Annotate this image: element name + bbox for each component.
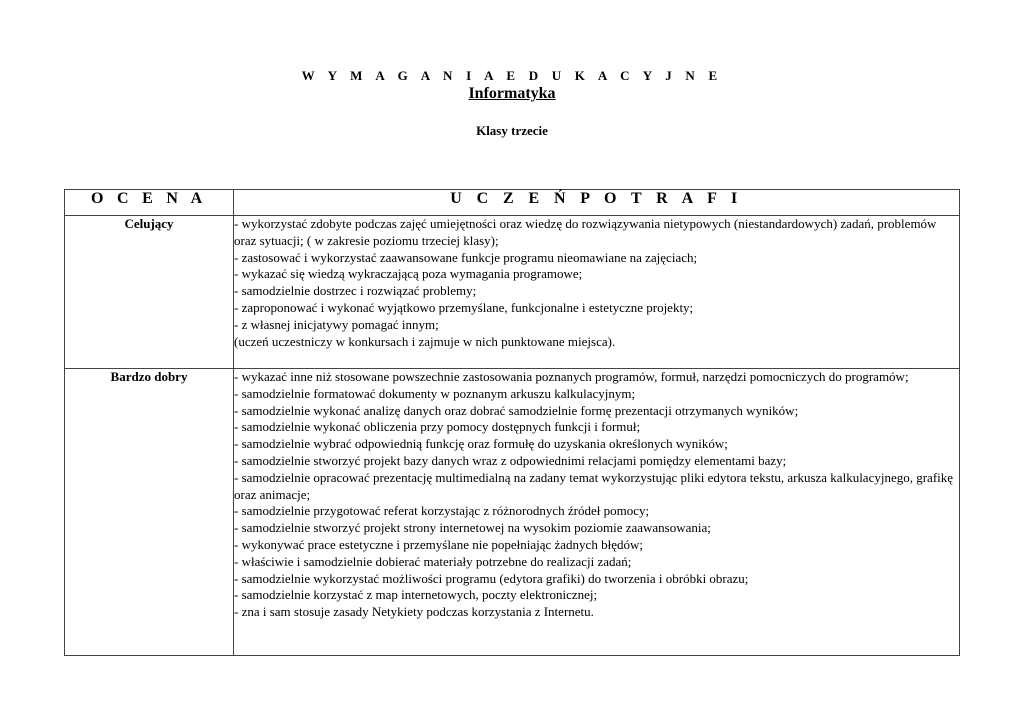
classes-subtitle: Klasy trzecie	[476, 123, 548, 138]
list-item: - samodzielnie stworzyć projekt strony internetowej na wysokim poziomie zaawansowania;	[234, 520, 711, 536]
list-item: - samodzielnie wybrać odpowiednią funkcję oraz formułę do uzyskania określonych wyników;	[234, 436, 728, 452]
list-item: - zastosować i wykorzystać zaawansowane funkcje programu nieomawiane na zajęciach;	[234, 249, 698, 265]
list-item: - właściwie i samodzielnie dobierać materiały potrzebne do realizacji zadań;	[234, 553, 632, 569]
list-item: - samodzielnie formatować dokumenty w poznanym arkuszu kalkulacyjnym;	[234, 385, 636, 401]
table-row	[65, 216, 960, 369]
column-header-student-can: U C Z E Ń P O T R A F I	[234, 190, 960, 216]
grade-name: Celujący	[65, 216, 234, 369]
table-row	[65, 369, 960, 656]
list-item: - z własnej inicjatywy pomagać innym;	[234, 316, 439, 332]
table-header-row	[65, 190, 960, 216]
list-item: - wykazać inne niż stosowane powszechnie zastosowania poznanych programów, formuł, narzędzi pomocniczych do programów;	[234, 369, 909, 384]
document-title: W Y M A G A N I A E D U K A C Y J N E	[301, 68, 723, 83]
list-item: - samodzielnie wykonać analizę danych oraz dobrać samodzielnie formę prezentacji otrzymanych wyników;	[234, 402, 799, 418]
list-item: - wykonywać prace estetyczne i przemyślane nie popełniając żadnych błędów;	[234, 536, 643, 552]
list-item: - samodzielnie opracować prezentację multimedialną na zadany temat wykorzystując pliki edytora tekstu, arkusza kalkulacyjnego, grafikę oraz animacje;	[234, 469, 954, 502]
list-item: - samodzielnie wykorzystać możliwości programu (edytora grafiki) do tworzenia i obróbki obrazu;	[234, 570, 749, 586]
list-item: - samodzielnie dostrzec i rozwiązać problemy;	[234, 283, 477, 299]
list-item: - wykazać się wiedzą wykraczającą poza wymagania programowe;	[234, 266, 583, 282]
list-item: - zna i sam stosuje zasady Netykiety podczas korzystania z Internetu.	[234, 604, 594, 620]
list-item: - samodzielnie przygotować referat korzystając z różnorodnych źródeł pomocy;	[234, 503, 650, 519]
requirements-list	[234, 369, 960, 656]
list-item: - samodzielnie stworzyć projekt bazy danych wraz z odpowiednimi relacjami pomiędzy elementami bazy;	[234, 452, 787, 468]
list-item: - zaproponować i wykonać wyjątkowo przemyślane, funkcjonalne i estetyczne projekty;	[234, 299, 694, 315]
subject-title: Informatyka	[468, 85, 556, 102]
requirements-table	[64, 189, 960, 656]
list-item: - samodzielnie wykonać obliczenia przy pomocy dostępnych funkcji i formuł;	[234, 419, 641, 435]
list-item: (uczeń uczestniczy w konkursach i zajmuje w nich punktowane miejsca).	[234, 333, 616, 349]
grade-name: Bardzo dobry	[65, 369, 234, 656]
list-item: - samodzielnie korzystać z map internetowych, poczty elektronicznej;	[234, 587, 598, 603]
requirements-list	[234, 216, 960, 369]
column-header-grade: O C E N A	[65, 190, 234, 216]
list-item: - wykorzystać zdobyte podczas zajęć umiejętności oraz wiedzę do rozwiązywania nietypowych (niestandardowych) zadań, problemów oraz sytuacji; ( w zakresie poziomu trzeciej klasy);	[234, 216, 937, 248]
